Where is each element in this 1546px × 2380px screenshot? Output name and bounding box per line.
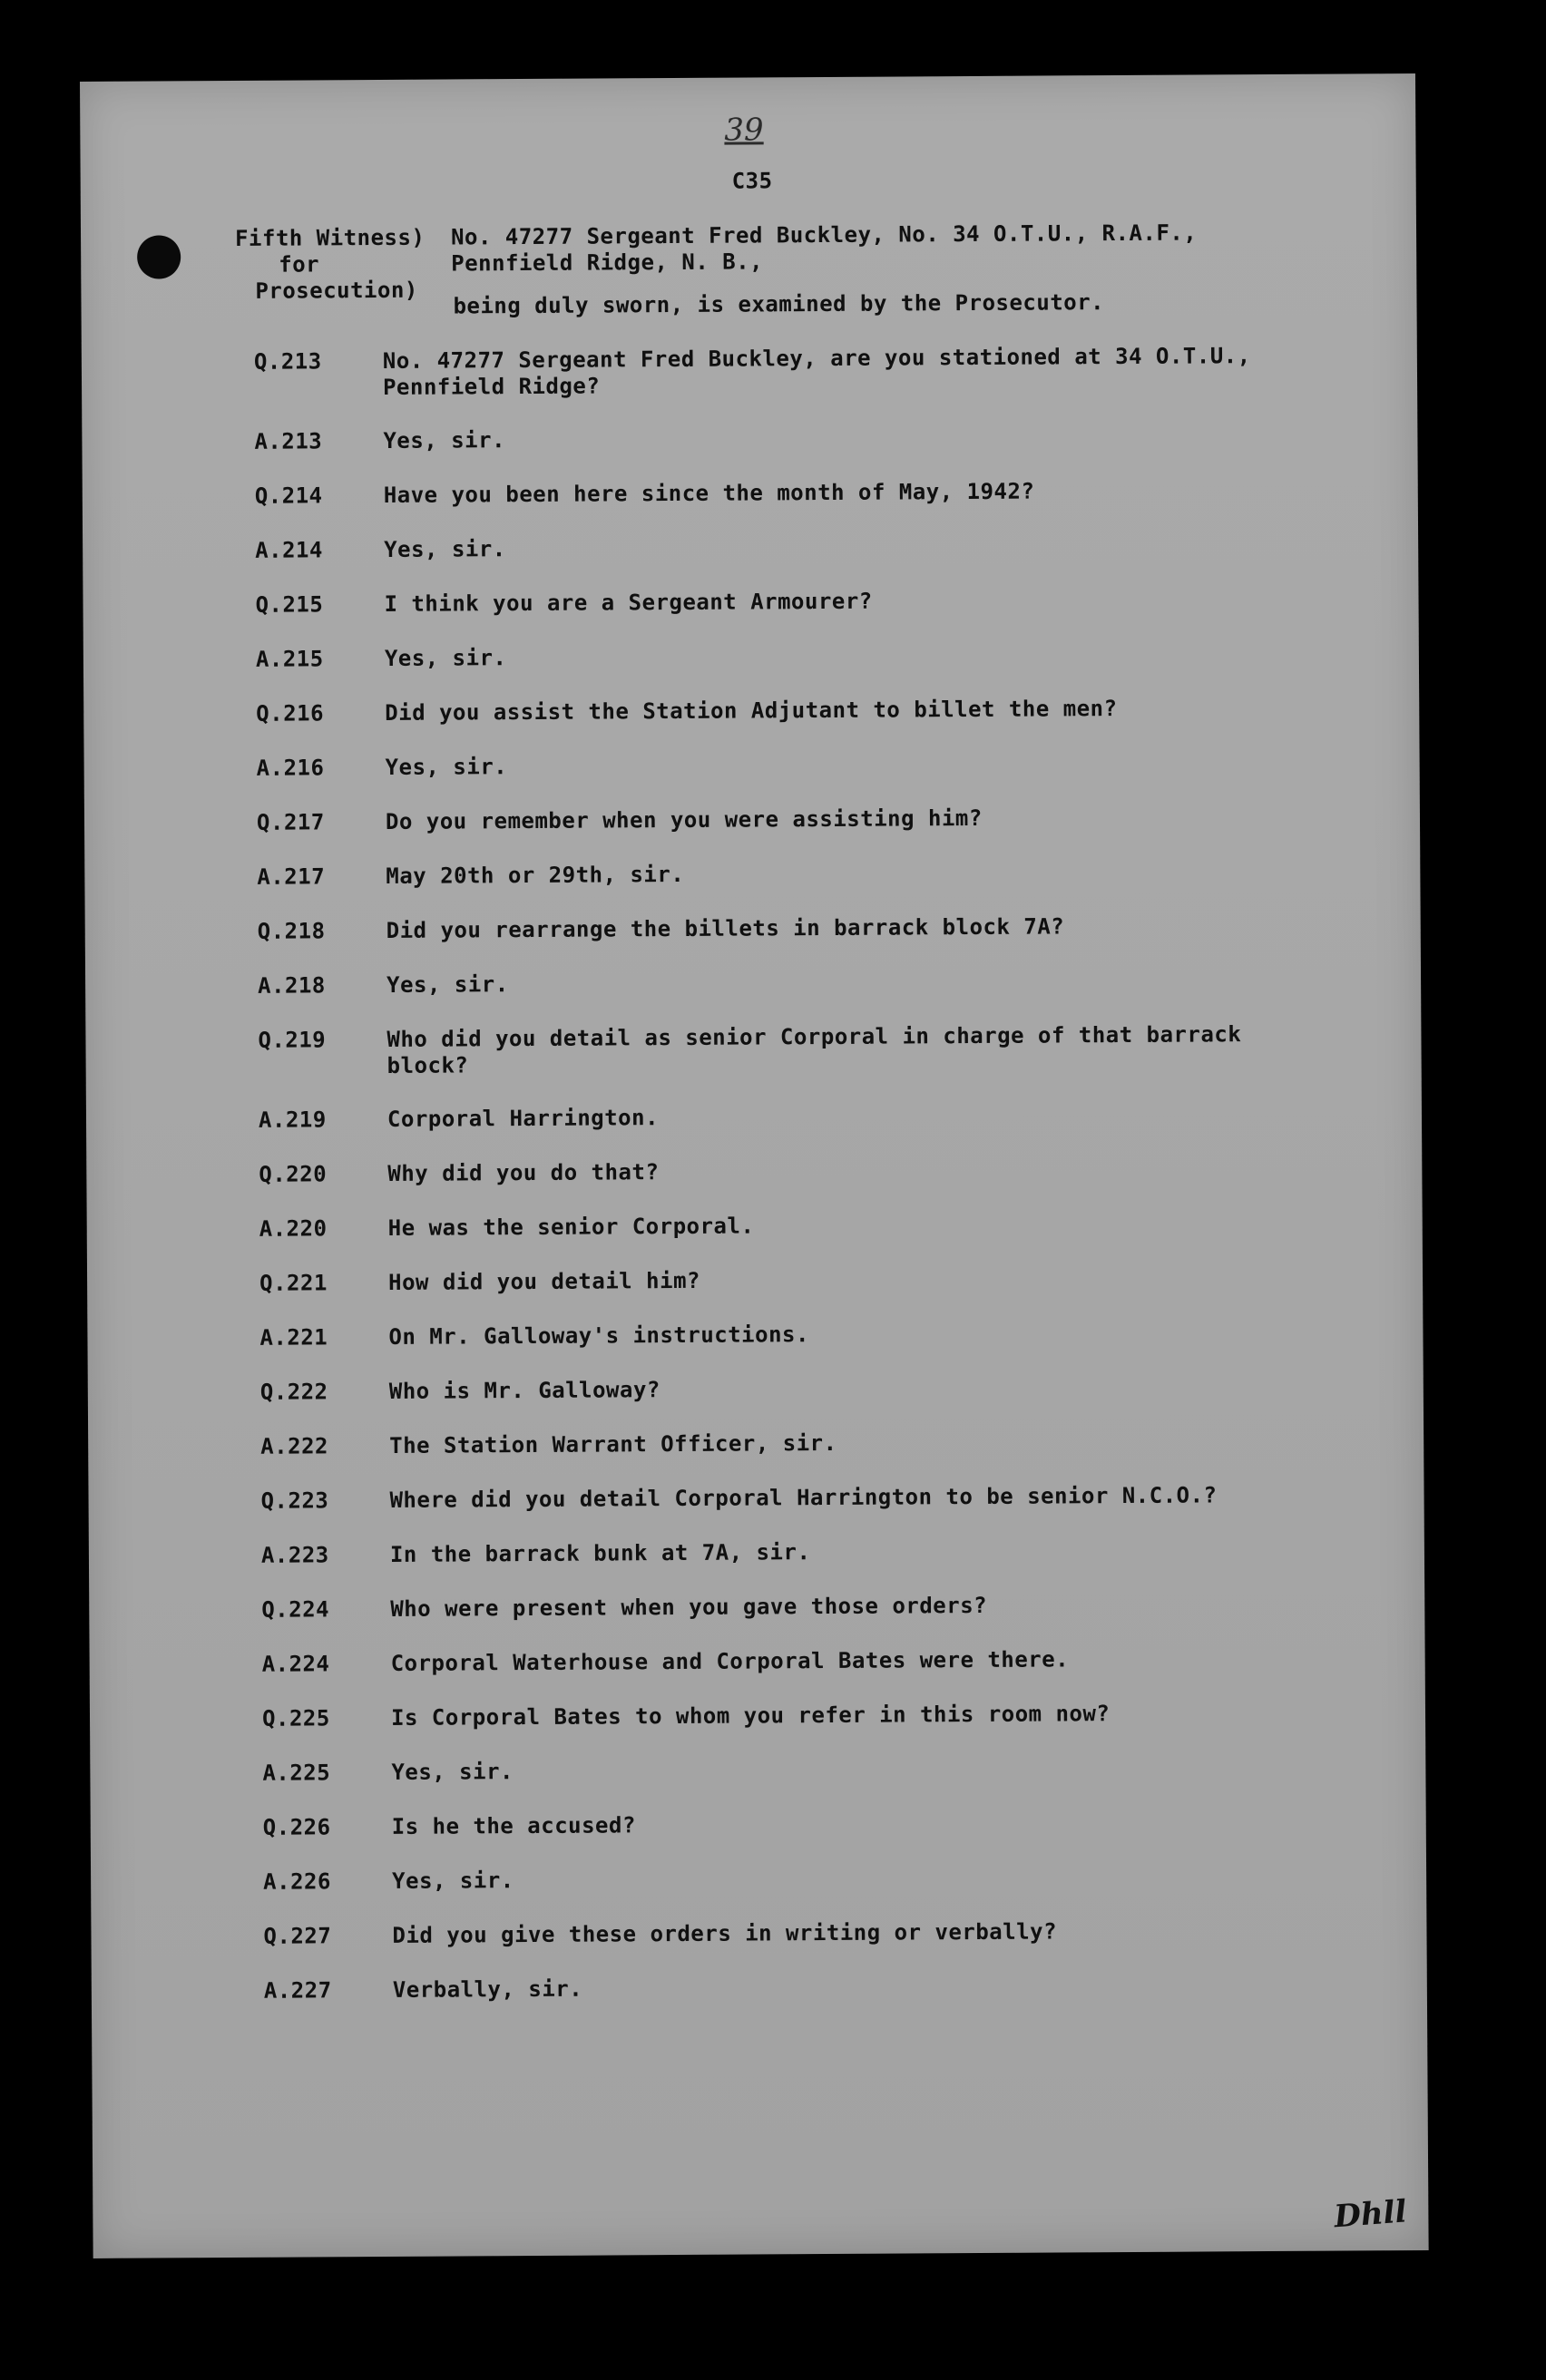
witness-label-line: Prosecution) [255, 277, 418, 304]
entry-text: Verbally, sir. [392, 1975, 583, 2003]
entry-label: Q.216 [256, 700, 325, 727]
entry-label: A.225 [262, 1760, 331, 1786]
sworn-statement: being duly sworn, is examined by the Prosecutor. [453, 289, 1105, 319]
entry-label: A.213 [254, 428, 323, 454]
entry-label: Q.219 [258, 1027, 327, 1053]
entry-label: Q.224 [261, 1596, 330, 1623]
entry-text: Yes, sir. [385, 754, 508, 780]
entry-text: Did you give these orders in writing or verbally? [392, 1918, 1058, 1948]
entry-label: A.215 [255, 646, 324, 672]
entry-label: A.217 [257, 863, 326, 890]
handwritten-initials: Dhll [1332, 2193, 1408, 2236]
entry-text: Yes, sir. [392, 1868, 514, 1894]
entry-label: A.219 [258, 1107, 327, 1133]
witness-label-line: Fifth Witness) [234, 224, 426, 251]
entry-text: He was the senior Corporal. [387, 1213, 755, 1241]
entry-text: block? [386, 1052, 469, 1078]
entry-label: Q.217 [256, 809, 325, 835]
entry-label: A.224 [261, 1651, 330, 1677]
witness-identity-line: Pennfield Ridge, N. B., [451, 249, 764, 277]
document-page [80, 73, 1429, 2258]
entry-text: Yes, sir. [386, 971, 509, 998]
entry-label: A.218 [258, 972, 326, 999]
entry-text: Who is Mr. Galloway? [388, 1377, 660, 1404]
entry-label: A.220 [259, 1215, 328, 1242]
entry-label: A.227 [263, 1977, 332, 2004]
entry-label: A.214 [255, 537, 323, 563]
entry-label: A.221 [259, 1324, 328, 1351]
entry-label: Q.218 [257, 918, 326, 944]
entry-label: A.226 [263, 1868, 331, 1895]
entry-text: Yes, sir. [384, 536, 506, 562]
entry-text: Where did you detail Corporal Harrington to be senior N.C.O.? [389, 1482, 1218, 1513]
entry-text: Corporal Waterhouse and Corporal Bates were there. [390, 1646, 1070, 1676]
entry-text: Yes, sir. [391, 1759, 514, 1785]
entry-text: Have you been here since the month of May, 1942? [383, 478, 1035, 508]
entry-label: Q.225 [261, 1705, 330, 1731]
entry-label: A.223 [260, 1542, 329, 1568]
entry-text: On Mr. Galloway's instructions. [388, 1322, 809, 1350]
entry-label: Q.223 [260, 1488, 329, 1514]
entry-label: Q.227 [263, 1923, 332, 1949]
entry-text: Yes, sir. [383, 427, 506, 454]
entry-text: Corporal Harrington. [386, 1105, 660, 1132]
entry-text: In the barrack bunk at 7A, sir. [389, 1539, 811, 1567]
entry-label: Q.221 [259, 1270, 328, 1296]
entry-label: A.216 [256, 755, 325, 781]
entry-text: Who did you detail as senior Corporal in charge of that barrack [386, 1021, 1242, 1052]
punch-hole [137, 235, 181, 278]
witness-identity-line: No. 47277 Sergeant Fred Buckley, No. 34 O.T.U., R.A.F., [450, 219, 1198, 250]
entry-text: How did you detail him? [388, 1267, 701, 1295]
entry-label: Q.215 [255, 591, 324, 618]
entry-text: May 20th or 29th, sir. [386, 861, 685, 889]
entry-text: Who were present when you gave those orders? [390, 1592, 988, 1622]
witness-label-line: for [279, 251, 320, 278]
entry-text: The Station Warrant Officer, sir. [389, 1429, 837, 1458]
entry-label: Q.222 [259, 1379, 328, 1405]
entry-text: Did you rearrange the billets in barrack block 7A? [386, 913, 1065, 943]
entry-label: Q.226 [262, 1814, 331, 1840]
entry-text: Is Corporal Bates to whom you refer in this room now? [390, 1701, 1111, 1731]
entry-text: I think you are a Sergeant Armourer? [384, 588, 873, 617]
entry-text: Pennfield Ridge? [382, 373, 601, 400]
entry-text: Did you assist the Station Adjutant to billet the men? [385, 696, 1118, 726]
page-code: C35 [731, 168, 773, 194]
entry-text: Is he the accused? [391, 1812, 636, 1839]
entry-text: Do you remember when you were assisting him? [385, 805, 983, 834]
entry-label: A.222 [260, 1433, 329, 1459]
entry-text: Yes, sir. [384, 645, 507, 671]
entry-text: No. 47277 Sergeant Fred Buckley, are you stationed at 34 O.T.U., [382, 343, 1251, 374]
entry-label: Q.220 [259, 1161, 328, 1187]
entry-text: Why did you do that? [387, 1159, 660, 1186]
entry-label: Q.214 [254, 483, 323, 509]
entry-label: Q.213 [253, 348, 322, 375]
folio-number: 39 [724, 112, 764, 149]
